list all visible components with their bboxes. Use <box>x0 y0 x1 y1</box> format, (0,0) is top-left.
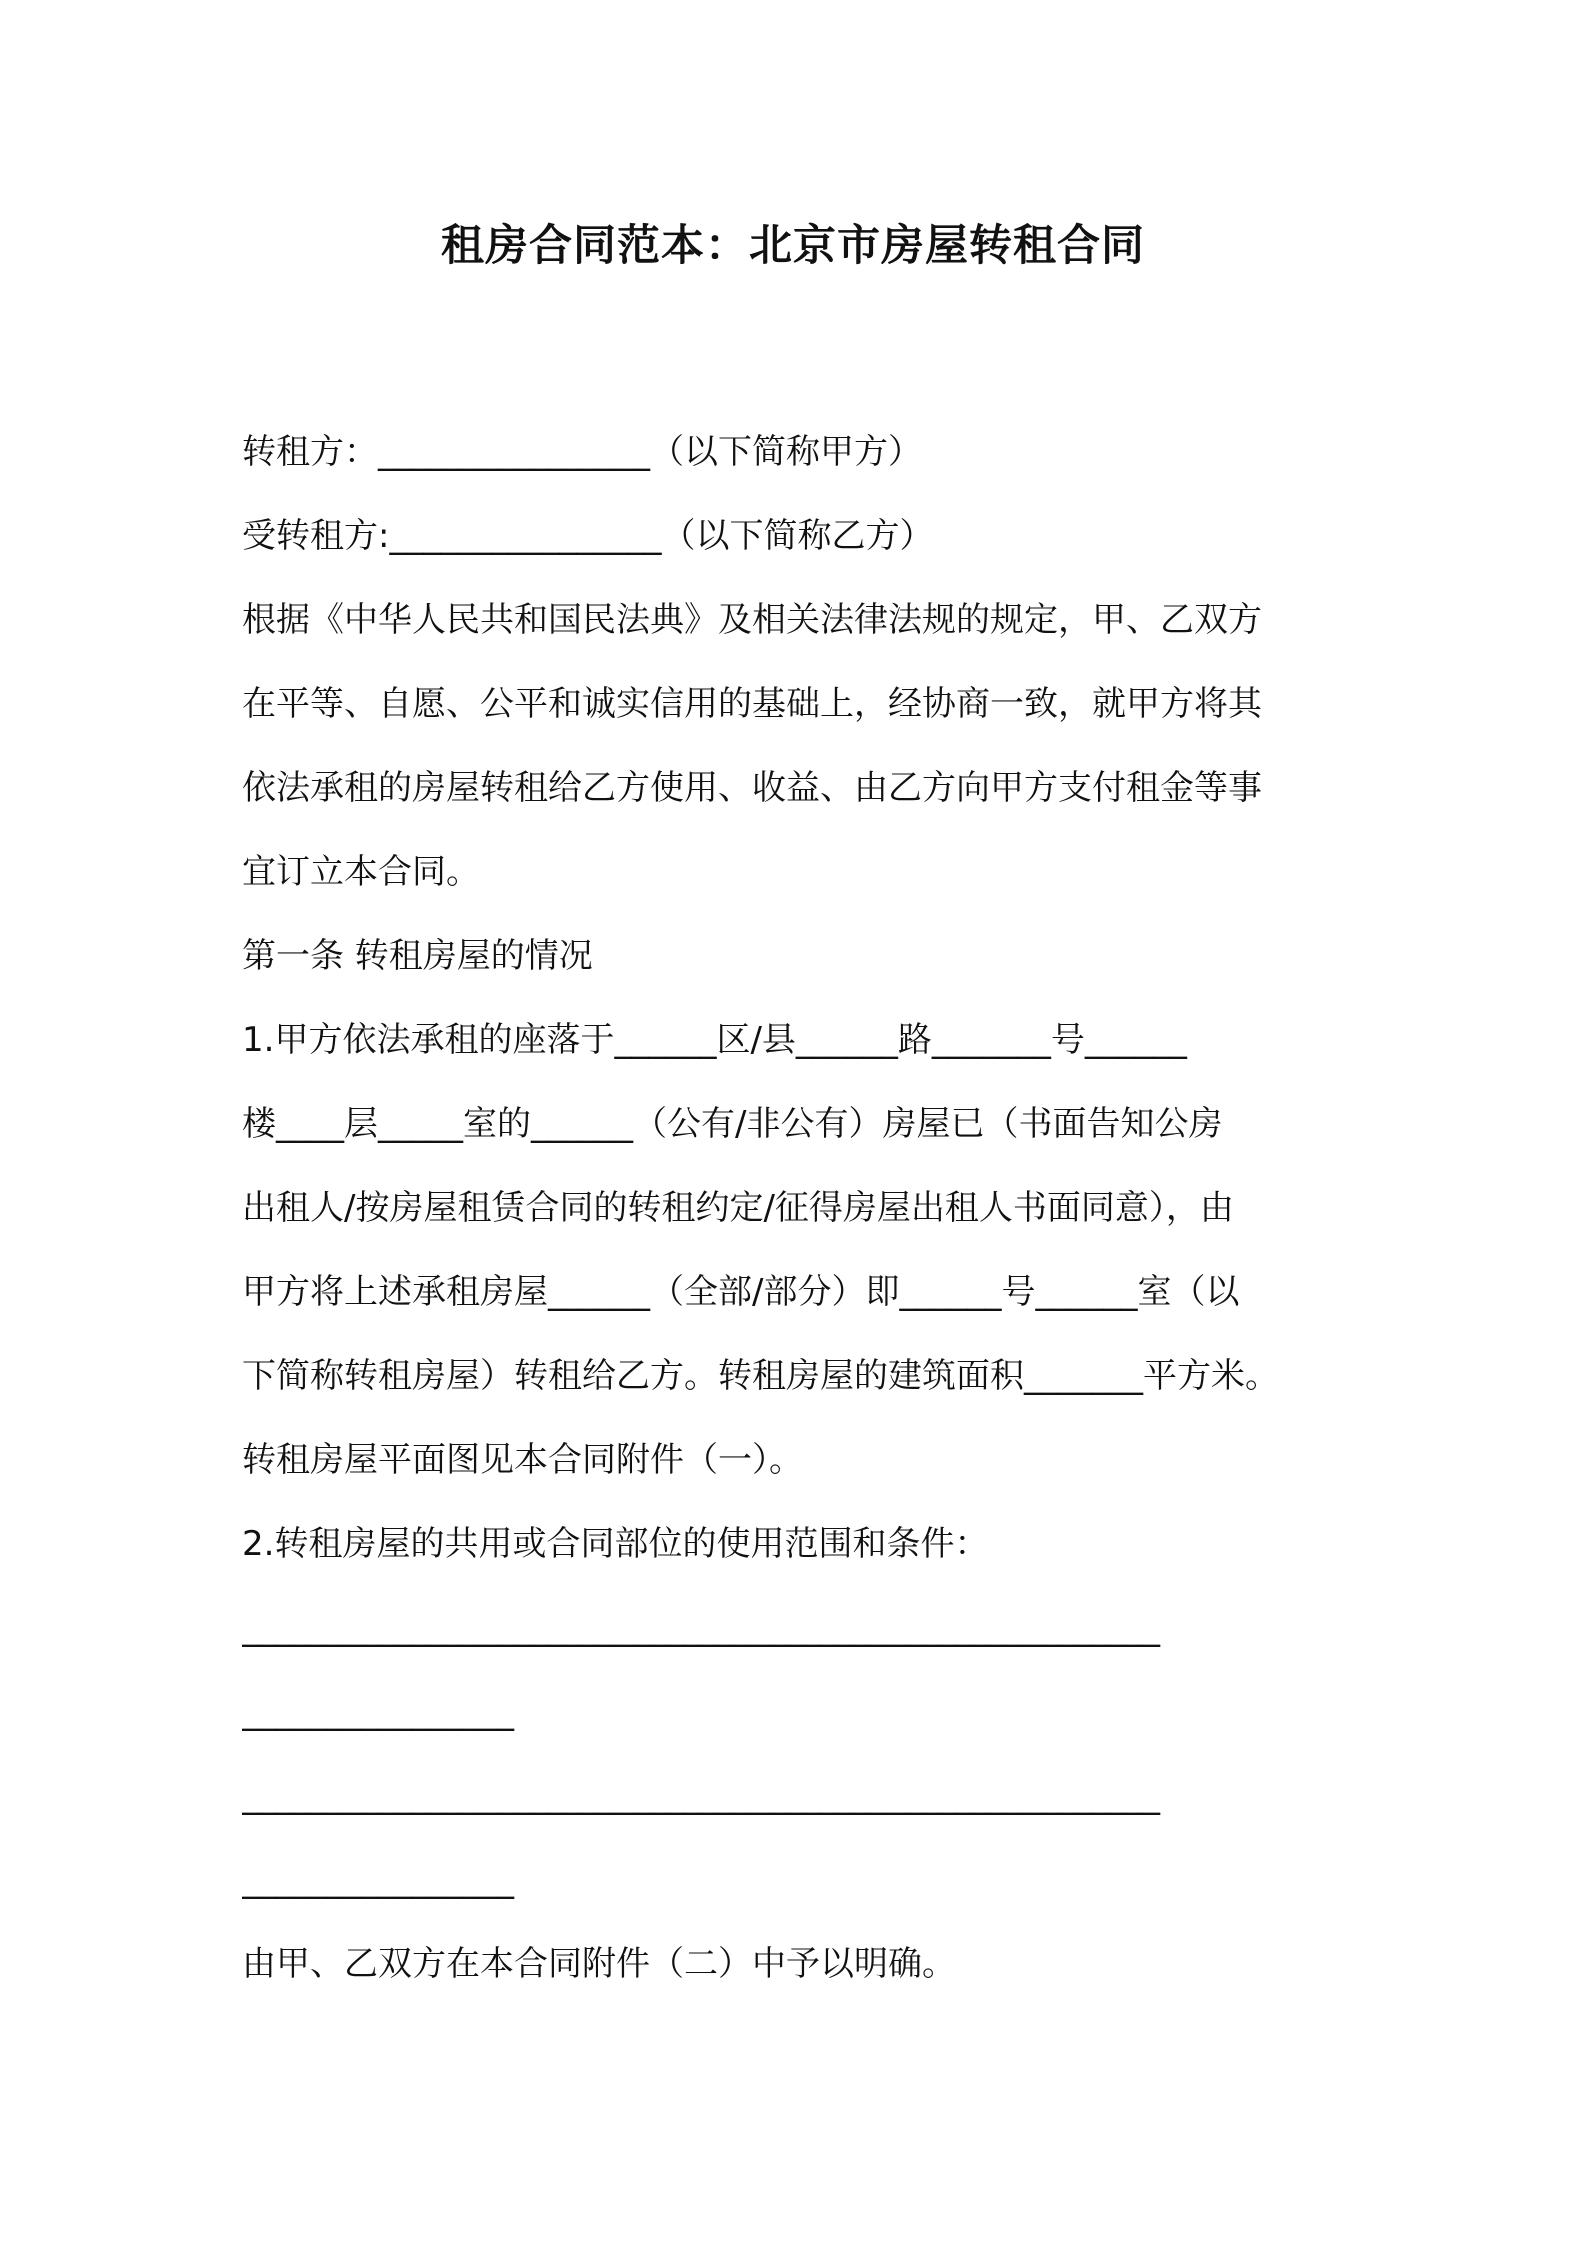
preamble-line-4: 宜订立本合同。 <box>242 852 480 892</box>
clause-2-line-1: 2.转租房屋的共用或合同部位的使用范围和条件： <box>242 1524 989 1564</box>
clause-1-line-1: 1.甲方依法承租的座落于______区/县______路_______号______ <box>242 1020 1187 1060</box>
preamble-line-3: 依法承租的房屋转租给乙方使用、收益、由乙方向甲方支付租金等事 <box>242 768 1262 808</box>
clause-1-line-6: 转租房屋平面图见本合同附件（一）。 <box>242 1440 803 1480</box>
contract-body <box>242 410 1352 2006</box>
party-a-line: 转租方：________________（以下简称甲方） <box>242 432 922 472</box>
clause-1-line-3: 出租人/按房屋租赁合同的转租约定/征得房屋出租人书面同意），由 <box>242 1188 1234 1228</box>
clause-1-line-4: 甲方将上述承租房屋______（全部/部分）即______号______室（以 <box>242 1272 1240 1312</box>
preamble-line-2: 在平等、自愿、公平和诚实信用的基础上，经协商一致，就甲方将其 <box>242 684 1262 724</box>
blank-fill-line-2: ________________ <box>242 1692 514 1732</box>
preamble-line-1: 根据《中华人民共和国民法典》及相关法律法规的规定，甲、乙双方 <box>242 600 1262 640</box>
party-b-line: 受转租方:________________（以下简称乙方） <box>242 516 934 556</box>
blank-fill-line-3: ______________________________________________________ <box>242 1776 1160 1816</box>
clause-1-line-5: 下简称转租房屋）转租给乙方。转租房屋的建筑面积_______平方米。 <box>242 1356 1279 1396</box>
article-1-heading: 第一条 转租房屋的情况 <box>242 936 593 976</box>
page-title: 租房合同范本：北京市房屋转租合同 <box>441 221 1145 271</box>
clause-1-line-2: 楼____层_____室的______（公有/非公有）房屋已（书面告知公房 <box>242 1104 1223 1144</box>
blank-fill-line-1: ______________________________________________________ <box>242 1608 1160 1648</box>
clause-2-line-final: 由甲、乙双方在本合同附件（二）中予以明确。 <box>242 1944 956 1984</box>
blank-fill-line-4: ________________ <box>242 1860 514 1900</box>
